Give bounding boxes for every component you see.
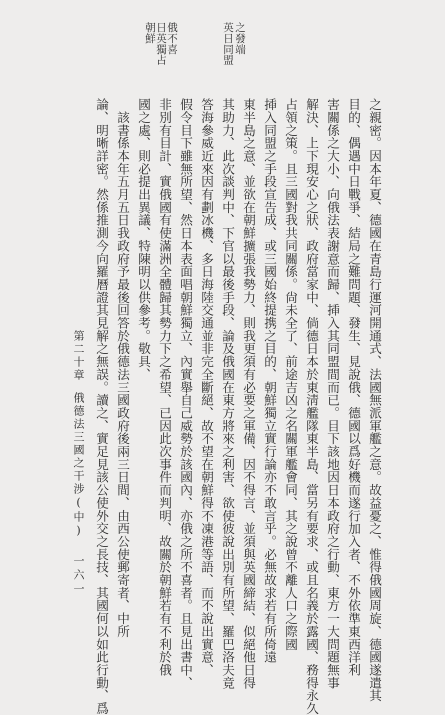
page-number: 一六一 bbox=[72, 555, 85, 597]
text-column: 之親密。因本年夏、德國在青島行運河開通式、法國無派軍艦之意。故益憂之、惟得俄國周旋、德國遂遣其 bbox=[367, 98, 382, 702]
text-column: 非別有目計、實俄國有使滿洲全體歸其勢力下之希望、已因此次事件而判明、故關於朝鮮若有不利於俄 bbox=[157, 98, 172, 677]
text-column: 論、明晰詳密。然係推測今向羅曆證其見解之無誤。讀之、實足見該公使外交之長技、其國何以如此行動、爲 bbox=[94, 98, 109, 715]
text-column: 其助力、此次談判中、下官以最後手段、論及俄國在東方將來之利害、欲使彼說出別有所望、羅巴洛夫竟 bbox=[220, 98, 235, 690]
text-column: 假令目下雖無所望、然日本表面唱朝鮮獨立、內實舉自己威勢於該國內、亦俄之所不喜者。且見出書中、 bbox=[178, 98, 193, 690]
text-column: 國之處、則必提出異議、特陳明以供參考。敬具、 bbox=[136, 98, 151, 381]
text-column: 答海參威近來因有劃冰機、多日海陸交通並非完全斷絕、故不望在朝鮮得不凍港等語、而不說出實意、 bbox=[199, 98, 214, 677]
margin-note: 朝鮮 bbox=[144, 22, 156, 44]
text-column: 該書係本年五月五日我政府予最後回答於俄德法三國政府後兩三日間、由西公使郵寄者、中所 bbox=[115, 98, 130, 638]
text-column: 解決、上下現安心之狀、政府當家中、倘德日本於東淸艦隊東半島、當另有要求、或且名義於露國、務得永久 bbox=[304, 98, 319, 715]
chapter-subject: 俄德法三國之干涉(中) bbox=[72, 392, 85, 539]
chapter-label: 第二十章 bbox=[72, 330, 85, 382]
text-column: 東半島之意、並欲在朝鮮擴張我勢力、則我更須有必要之軍備、因不得言、並須與英國締結、似絕他日得 bbox=[241, 98, 256, 690]
margin-note: 俄不喜 bbox=[166, 22, 178, 55]
running-footer bbox=[70, 330, 86, 539]
margin-note: 日英獨占 bbox=[155, 22, 167, 66]
text-column: 害關係之大小、向俄法表謝意而歸、揷入其同盟間而已。目下該地因日本政府之行動、東方一大問題無事 bbox=[325, 98, 340, 690]
margin-note: 英日同盟 bbox=[222, 22, 234, 66]
text-column: 目的、偶遇中日戰爭、結局之難問題、發生、見說俄、德國以爲好機而遂行加入者、不外依準東西洋利 bbox=[346, 98, 361, 677]
margin-note: 之發端 bbox=[234, 22, 246, 55]
text-column: 占領之策。且三國對我共同關係。尙未全了、前途吉凶之名關軍艦會同、其之說曾不離人口之際國 bbox=[283, 98, 298, 651]
text-column: 揷入同盟之手段宣告成、或三國始終提携之目的、朝鮮獨立實行論亦不敢言乎。必無故求若有所倚遠 bbox=[262, 98, 277, 664]
